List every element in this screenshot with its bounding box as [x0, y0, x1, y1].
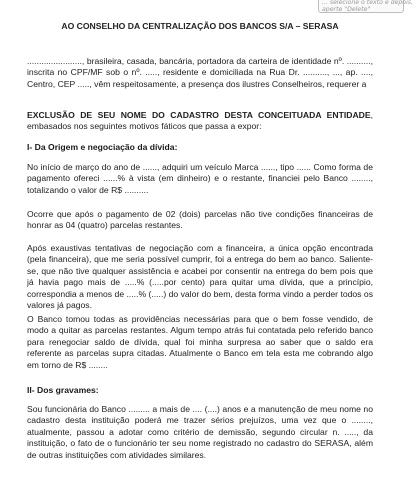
document-title: AO CONSELHO DA CENTRALIZAÇÃO DOS BANCOS S/A – SERASA: [61, 21, 339, 31]
request-bold-text: EXCLUSÃO DE SEU NOME DO CADASTRO DESTA CONCEITUADA ENTIDADE: [27, 110, 371, 120]
section1-heading: I- Da Origem e negociação da dívida:: [27, 142, 178, 152]
paragraph-origin: No início de março do ano de ......, adquiri um veículo Marca ......, tipo ...... Como forma de pagamento ofereci ......% à vista (em dinheiro) e o restante, financiei pelo Banco ........, totalizando o valor de R$ ..........: [27, 162, 373, 195]
instruction-note-line2: aperte "Delete": [322, 6, 371, 13]
instruction-note-line1: ... selecione o texto e depois,: [322, 0, 413, 6]
paragraph-employment: Sou funcionária do Banco ......... a mais de .... (....) anos e a manutenção de meu nome no cadastro desta instituição poderá me trazer sérios prejuízos, uma vez que o ........, atualmente, passou a adotar como critério de demissão, segundo circular n. ....., da instituição, o fato de o funcionário ter seu nome registrado no cadastro do SERASA, além de outras instituições com atividades similares.: [27, 404, 373, 460]
section2-heading: II- Dos gravames:: [27, 385, 99, 395]
paragraph-negotiation: Após exaustivas tentativas de negociação com a financeira, a única opção encontrada (pela financeira), que me seria possível cumprir, foi a entrega do bem ao banco. Saliente-se, que não tive qualquer assistência e acabei por consentir na entrega do bem pois que já havia pago mais de .....% (.....por cento) para quitar uma dívida, que a princípio, correspondia a menos de .....% (.....) do valor do bem, desta forma vindo a perder todos os valores já pagos.: [27, 243, 373, 311]
instruction-note: [318, 0, 413, 13]
request-rest-text: , embasados nos seguintes motivos fáticos que passa a expor:: [27, 110, 373, 132]
paragraph-bank-sale: O Banco tomou todas as providências necessárias para que o bem fosse vendido, de modo a quitar as parcelas restantes. Algum tempo atrás fui contatada pelo referido banco para renegociar saldo de dívida, qual foi minha surpresa ao saber que o saldo era referente as parcelas supra citadas. Atualmente o Banco em tela esta me cobrando algo em torno de R$ ........: [27, 314, 373, 370]
request-paragraph: [27, 110, 373, 133]
intro-paragraph: ......................., brasileira, casada, bancária, portadora da carteira de identidade nº. .........., inscrita no CPF/MF sob o nº. ....., residente e domiciliada na Rua Dr. .........., ..., ap. ...., Centro, CEP ....., vêm respeitosamente, a presença dos ilustres Conselheiros, requerer a: [27, 56, 373, 89]
paragraph-installments: Ocorre que após o pagamento de 02 (dois) parcelas não tive condições financeiras de honrar as 04 (quatro) parcelas restantes.: [27, 209, 373, 231]
